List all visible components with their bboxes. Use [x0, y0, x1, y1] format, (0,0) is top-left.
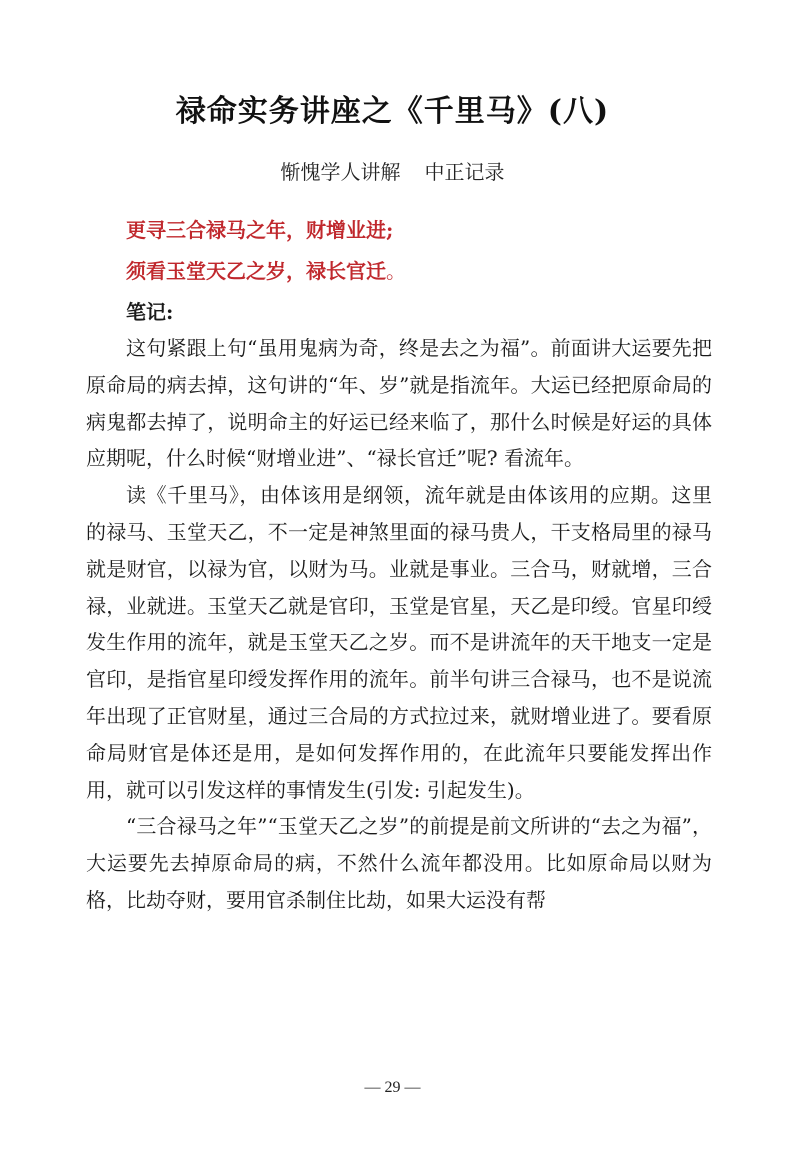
byline-recorder: 中正记录: [424, 160, 505, 184]
paragraph-2: 读《千里马》，由体该用是纲领，流年就是由体该用的应期。这里的禄马、玉堂天乙，不一定是神煞里面的禄马贵人，干支格局里的禄马就是财官，以禄为官，以财为马。业就是事业。三合马，财就增，三合禄，业就进。玉堂天乙就是官印，玉堂是官星，天乙是印绶。官星印绶发生作用的流年，就是玉堂天乙之岁。而不是讲流年的天干地支一定是官印，是指官星印绶发挥作用的流年。前半句讲三合禄马，也不是说流年出现了正官财星，通过三合局的方式拉过来，就财增业进了。要看原命局财官是体还是用，是如何发挥作用的，在此流年只要能发挥出作用，就可以引发这样的事情发生(引发: 引起发生)。: [86, 483, 712, 802]
document-title: 禄命实务讲座之《千里马》(八): [175, 94, 610, 129]
page-number: — 29 —: [364, 1079, 421, 1096]
verse-line-2-text: 须看玉堂天乙之岁，禄长官迁: [126, 259, 386, 283]
paragraph-3: “三合禄马之年”“玉堂天乙之岁”的前提是前文所讲的“去之为福”，大运要先去掉原命局的病，不然什么流年都没用。比如原命局以财为格，比劫夺财，要用官杀制住比劫，如果大运没有帮: [86, 814, 712, 912]
byline: [0, 156, 785, 188]
verse-line-2-tail: 。: [386, 259, 406, 283]
verse-line-1: [126, 212, 393, 248]
byline-author: 惭愧学人讲解: [280, 160, 401, 184]
verse-line-1-text: 更寻三合禄马之年，财增业进;: [126, 218, 394, 242]
paragraph-1: 这句紧跟上句“虽用鬼病为奇，终是去之为福”。前面讲大运要先把原命局的病去掉，这句讲的“年、岁”就是指流年。大运已经把原命局的病鬼都去掉了，说明命主的好运已经来临了，那什么时候是好运的具体应期呢，什么时候“财增业进”、“禄长官迁”呢? 看流年。: [86, 336, 712, 471]
notes-body: [86, 330, 712, 919]
notes-label: 笔记:: [126, 300, 174, 324]
verse-line-2: [126, 253, 406, 289]
